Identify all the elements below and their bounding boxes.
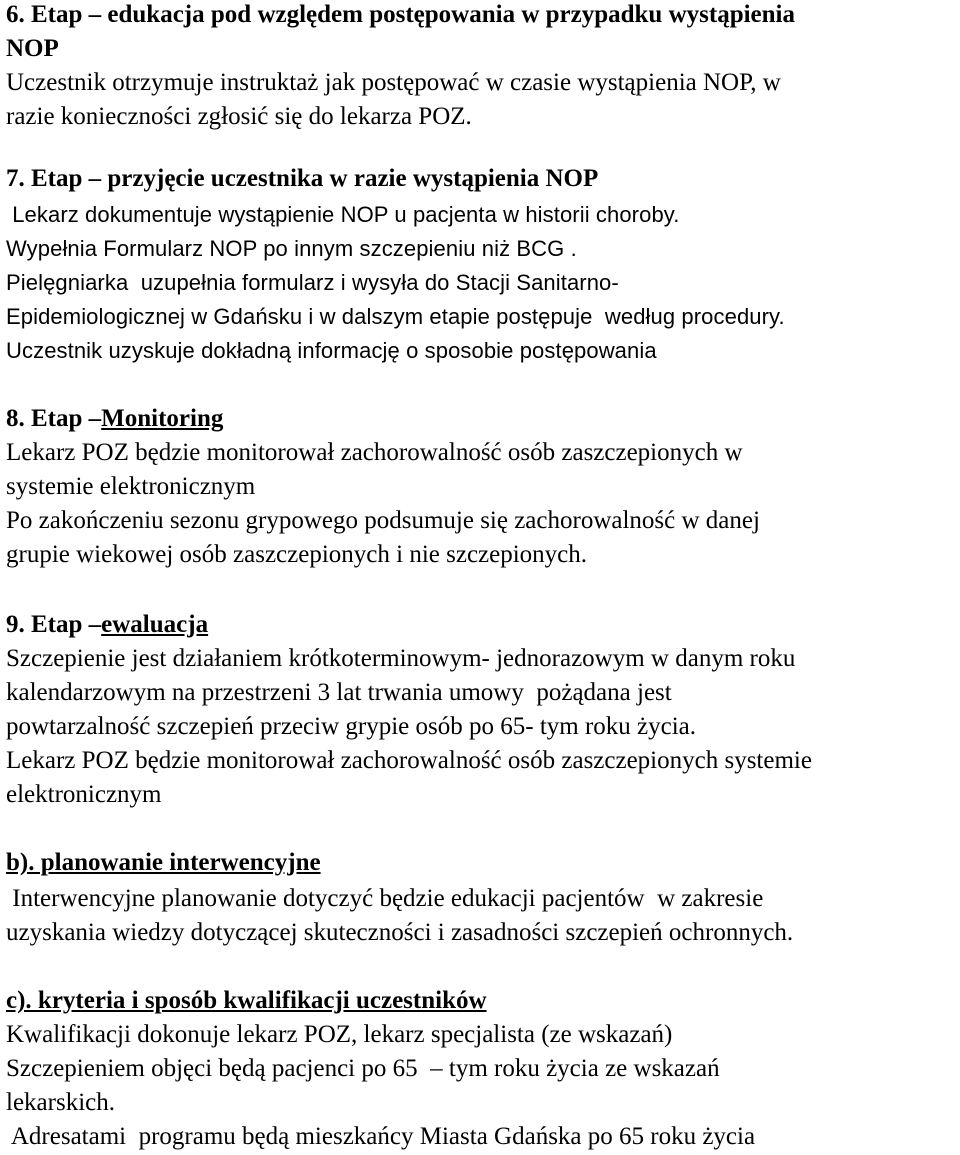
section7-paragraph-line3: Pielęgniarka uzupełnia formularz i wysyła do Stacji Sanitarno- xyxy=(6,270,619,295)
section9-paragraph-line1: Szczepienie jest działaniem krótkoterminowym- jednorazowym w danym roku xyxy=(6,645,796,672)
section9-heading xyxy=(6,608,208,642)
section9-paragraph-line3: powtarzalność szczepień przeciw grypie osób po 65- tym roku życia. xyxy=(6,713,697,740)
sectionC-paragraph-line1: Kwalifikacji dokonuje lekarz POZ, lekarz specjalista (ze wskazań) xyxy=(6,1021,673,1048)
sectionB-paragraph-line1: Interwencyjne planowanie dotyczyć będzie edukacji pacjentów w zakresie xyxy=(6,885,764,912)
section9-paragraph-line2: kalendarzowym na przestrzeni 3 lat trwania umowy pożądana jest xyxy=(6,679,672,706)
section7-paragraph-line5: Uczestnik uzyskuje dokładną informację o sposobie postępowania xyxy=(6,338,657,363)
section9-paragraph-line5: elektronicznym xyxy=(6,781,162,808)
section6-heading-line1: 6. Etap – edukacja pod względem postępowania w przypadku wystąpienia xyxy=(6,1,795,28)
section8-paragraph-line1: Lekarz POZ będzie monitorował zachorowalność osób zaszczepionych w xyxy=(6,439,743,466)
section9-heading-title: ewaluacja xyxy=(101,611,209,638)
section9-heading-prefix: 9. Etap – xyxy=(6,611,102,638)
sectionC-paragraph-line4: Adresatami programu będą mieszkańcy Miasta Gdańska po 65 roku życia xyxy=(6,1123,756,1150)
sectionB-paragraph-line2: uzyskania wiedzy dotyczącej skuteczności i zasadności szczepień ochronnych. xyxy=(6,919,794,946)
section8-paragraph-line4: grupie wiekowej osób zaszczepionych i nie szczepionych. xyxy=(6,541,588,568)
section7-paragraph-line1: Lekarz dokumentuje wystąpienie NOP u pacjenta w historii choroby. xyxy=(6,202,680,227)
section6-paragraph-line2: razie konieczności zgłosić się do lekarza POZ. xyxy=(6,103,472,130)
section8-heading-prefix: 8. Etap – xyxy=(6,405,102,432)
section7-paragraph-line4: Epidemiologicznej w Gdańsku i w dalszym etapie postępuje według procedury. xyxy=(6,304,785,329)
section7-heading: 7. Etap – przyjęcie uczestnika w razie wystąpienia NOP xyxy=(6,165,599,192)
section8-heading-title: Monitoring xyxy=(101,405,224,432)
section9-paragraph-line4: Lekarz POZ będzie monitorował zachorowalność osób zaszczepionych systemie xyxy=(6,747,812,774)
sectionC-paragraph-line2: Szczepieniem objęci będą pacjenci po 65 – tym roku życia ze wskazań xyxy=(6,1055,720,1082)
section7-paragraph-line2: Wypełnia Formularz NOP po innym szczepieniu niż BCG . xyxy=(6,236,577,261)
sectionC-paragraph-line3: lekarskich. xyxy=(6,1089,115,1116)
section6-heading-line2: NOP xyxy=(6,35,59,62)
sectionC-heading: c). kryteria i sposób kwalifikacji uczestników xyxy=(6,987,487,1014)
section8-paragraph-line3: Po zakończeniu sezonu grypowego podsumuje się zachorowalność w danej xyxy=(6,507,760,534)
section8-paragraph-line2: systemie elektronicznym xyxy=(6,473,256,500)
sectionB-heading: b). planowanie interwencyjne xyxy=(6,849,321,876)
section6-paragraph-line1: Uczestnik otrzymuje instruktaż jak postępować w czasie wystąpienia NOP, w xyxy=(6,69,781,96)
section8-heading xyxy=(6,402,223,436)
